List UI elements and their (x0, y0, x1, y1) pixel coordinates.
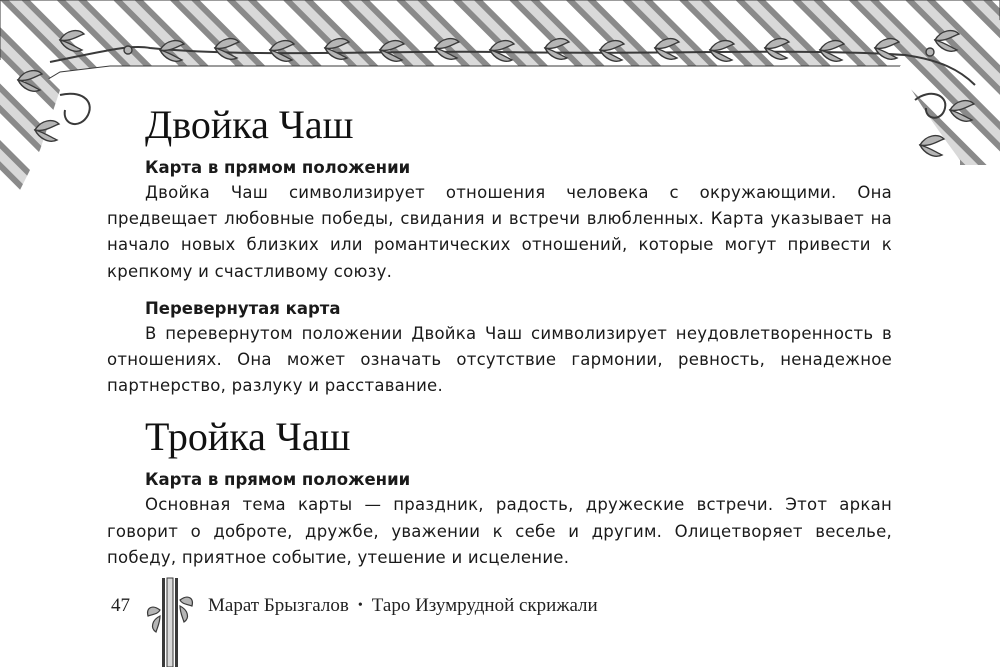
book-title: Таро Изумрудной скрижали (371, 595, 598, 616)
separator-dot: • (357, 598, 363, 613)
page-content (107, 95, 892, 571)
card-title-two-of-cups: Двойка Чаш (145, 102, 354, 147)
reversed-heading: Перевернутая карта (145, 298, 341, 318)
card-title-three-of-cups: Тройка Чаш (145, 414, 351, 460)
upright-heading: Карта в прямом положении (145, 158, 411, 177)
reversed-text: В перевернутом положении Двойка Чаш символизирует неудовлетворенность в отношениях. Она может означать отсутствие гармонии, ревность, ненадежное партнерство, разлуку и расставание. (107, 323, 892, 396)
author-name: Марат Брызгалов (208, 595, 349, 616)
upright-text: Двойка Чаш символизирует отношения человека с окружающими. Она предвещает любовные победы, свидания и встречи влюбленных. Карта указывает на начало новых близких или романтических отношений, которые могут привести к крепкому и счастливому союзу. (107, 183, 892, 281)
upright-heading: Карта в прямом положении (145, 470, 411, 490)
upright-text: Основная тема карты — праздник, радость, дружеские встречи. Этот аркан говорит о доброте, дружбе, уважении к себе и другим. Олицетворяет веселье, победу, приятное событие, утешение и исцеление. (107, 495, 892, 567)
page-footer (0, 570, 1000, 667)
page-number: 47 (111, 595, 130, 616)
footer-ornament (140, 570, 200, 667)
running-head (208, 595, 598, 617)
